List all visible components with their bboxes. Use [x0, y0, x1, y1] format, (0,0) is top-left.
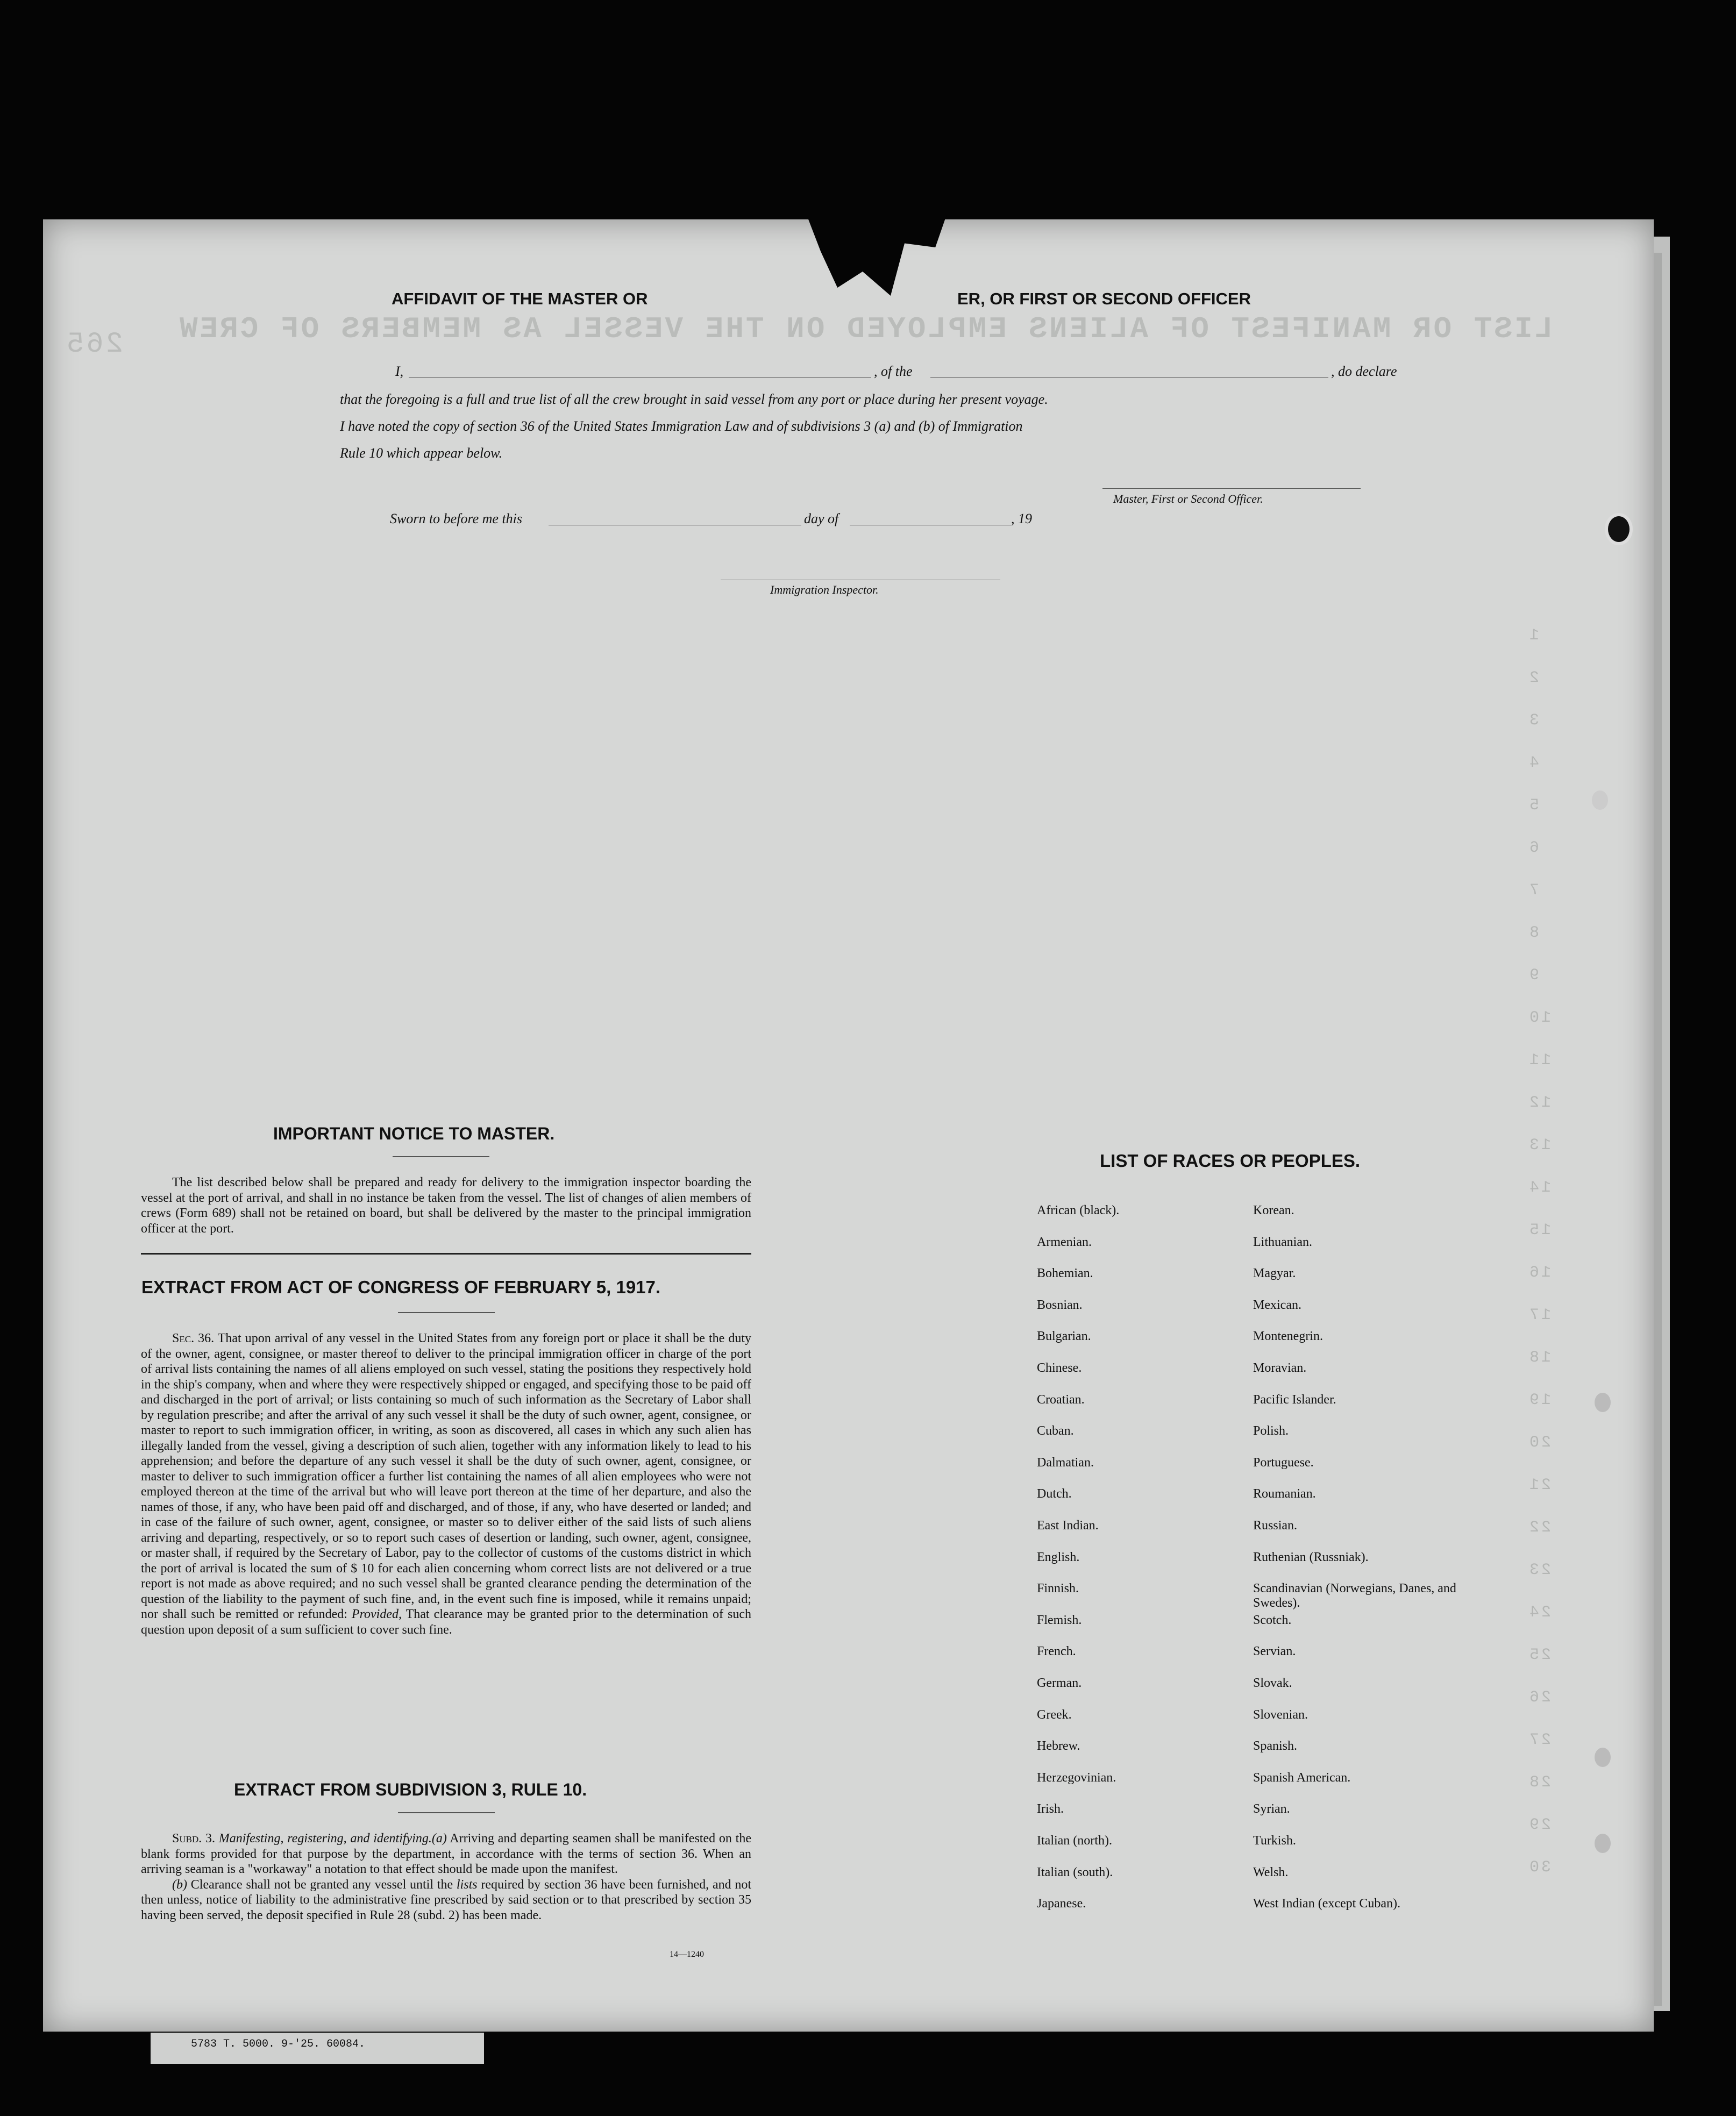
punch-hole: [1595, 1393, 1611, 1412]
bleed-through-row-number: 4: [1527, 754, 1540, 772]
race-item: Italian (north).: [1037, 1834, 1112, 1848]
race-item: Scotch.: [1253, 1613, 1292, 1627]
subd-3-title: Manifesting, registering, and identifying.: [218, 1832, 432, 1846]
punch-hole: [1595, 1834, 1611, 1853]
affidavit-i-label: I,: [395, 364, 404, 379]
affidavit-line-3: I have noted the copy of section 36 of the United States Immigration Law and of subdivisions 3 (a) and (b) of Immigration: [340, 418, 1023, 434]
race-item: Hebrew.: [1037, 1739, 1080, 1754]
form-number: 14—1240: [670, 1950, 704, 1959]
sworn-label: Sworn to before me this: [390, 511, 523, 526]
races-heading: LIST OF RACES OR PEOPLES.: [1100, 1151, 1361, 1171]
race-item: Lithuanian.: [1253, 1235, 1312, 1249]
race-item: Magyar.: [1253, 1266, 1296, 1281]
punch-hole: [1595, 1748, 1611, 1767]
race-item: Dalmatian.: [1037, 1455, 1094, 1470]
race-item: Cuban.: [1037, 1424, 1074, 1438]
notice-heading-rule: [393, 1156, 489, 1157]
extract-rule-rule: [398, 1812, 495, 1813]
race-item: Servian.: [1253, 1644, 1296, 1659]
inspector-label: Immigration Inspector.: [770, 583, 879, 596]
sec-36-provided: Provided,: [351, 1607, 402, 1621]
day-of-label: day of: [804, 511, 839, 526]
bleed-through-row-number: 20: [1527, 1434, 1552, 1452]
race-item: Ruthenian (Russniak).: [1253, 1550, 1369, 1564]
sec-36-text: [141, 1331, 751, 1637]
race-item: Spanish.: [1253, 1739, 1298, 1754]
bleed-through-row-number: 1: [1527, 626, 1540, 645]
bleed-through-row-number: 12: [1527, 1094, 1552, 1112]
subd-3-label: Subd. 3.: [172, 1832, 216, 1846]
bleed-through-row-number: 29: [1527, 1816, 1552, 1834]
bleed-through-row-number: 8: [1527, 924, 1540, 942]
subd-3-b-text-2: required by section 36 have been furnished, and not then unless, notice of liability to the administrative fine prescribed by said section or to that prescribed by section 35 having been served, the deposit specified in Rule 28 (subd. 2) has been made.: [141, 1877, 752, 1922]
subd-3-b-label: (b): [172, 1877, 187, 1892]
race-item: Dutch.: [1037, 1487, 1072, 1501]
sec-36-end: That clearance may be granted prior to the determination of such question upon deposit of a sum sufficient to cover such fine.: [141, 1607, 752, 1637]
sec-36-label: Sec. 36.: [172, 1331, 215, 1345]
race-item: Moravian.: [1253, 1361, 1307, 1375]
punch-hole: [1592, 790, 1608, 810]
bleed-through-row-number: 25: [1527, 1646, 1552, 1664]
race-item: Herzegovinian.: [1037, 1770, 1116, 1785]
bleed-through-row-number: 3: [1527, 711, 1540, 730]
race-item: Welsh.: [1253, 1865, 1289, 1879]
bleed-through-row-number: 21: [1527, 1476, 1552, 1494]
punch-hole: [1608, 516, 1630, 542]
subd-3-b-lists: lists: [456, 1877, 478, 1892]
affidavit-declare-label: , do declare: [1331, 364, 1397, 379]
race-item: Bohemian.: [1037, 1266, 1093, 1281]
race-item: Russian.: [1253, 1519, 1298, 1533]
bleed-through-row-number: 24: [1527, 1604, 1552, 1622]
bleed-through-row-number: 16: [1527, 1264, 1552, 1282]
race-item: Polish.: [1253, 1424, 1289, 1438]
race-item: Spanish American.: [1253, 1770, 1351, 1785]
race-item: Syrian.: [1253, 1802, 1290, 1816]
affidavit-heading: AFFIDAVIT OF THE MASTER OR: [392, 289, 648, 308]
race-item: Turkish.: [1253, 1834, 1296, 1848]
bleed-through-title: LIST OR MANIFEST OF ALIENS EMPLOYED ON THE VESSEL AS MEMBERS OF CREW: [177, 312, 1553, 346]
bleed-through-row-number: 19: [1527, 1391, 1552, 1409]
bleed-through-row-number: 30: [1527, 1858, 1552, 1877]
bleed-through-row-number: 27: [1527, 1731, 1552, 1749]
notice-text: The list described below shall be prepared and ready for delivery to the immigration inspector boarding the vessel at the port of arrival, and shall in no instance be taken from the vessel. The list of changes of alien members of crews (Form 689) shall not be retained on board, but shall be delivered by the master to the principal immigration officer at the port.: [141, 1175, 751, 1236]
race-item: German.: [1037, 1676, 1082, 1690]
race-item: Slovenian.: [1253, 1707, 1308, 1722]
extract-rule-heading: EXTRACT FROM SUBDIVISION 3, RULE 10.: [234, 1780, 587, 1799]
race-item: East Indian.: [1037, 1519, 1099, 1533]
year-label: , 19: [1011, 511, 1032, 526]
bleed-through-row-number: 15: [1527, 1221, 1552, 1239]
race-item: Montenegrin.: [1253, 1329, 1323, 1344]
race-item: Mexican.: [1253, 1298, 1301, 1312]
bleed-through-row-number: 14: [1527, 1179, 1552, 1197]
race-item: Greek.: [1037, 1707, 1072, 1722]
race-item: Italian (south).: [1037, 1865, 1113, 1879]
bleed-through-row-number: 7: [1527, 881, 1540, 900]
race-item: Chinese.: [1037, 1361, 1082, 1375]
affidavit-line-2: that the foregoing is a full and true list of all the crew brought in said vessel from any port or place during her present voyage.: [340, 391, 1048, 407]
print-code: 5783 T. 5000. 9-'25. 60084.: [191, 2038, 366, 2050]
bleed-through-row-number: 18: [1527, 1349, 1552, 1367]
race-item: English.: [1037, 1550, 1080, 1564]
race-item: Korean.: [1253, 1203, 1294, 1217]
race-item: French.: [1037, 1644, 1076, 1659]
master-signature-line: [1102, 488, 1361, 489]
bleed-through-row-number: 9: [1527, 966, 1540, 985]
race-item: Scandinavian (Norwegians, Danes, and Swedes).: [1253, 1581, 1456, 1611]
bleed-through-row-number: 17: [1527, 1306, 1552, 1324]
bleed-through-row-number: 10: [1527, 1009, 1552, 1027]
race-item: West Indian (except Cuban).: [1253, 1897, 1400, 1911]
race-item: Slovak.: [1253, 1676, 1292, 1690]
affidavit-of-the-label: , of the: [874, 364, 913, 379]
affidavit-vessel-blank: [930, 377, 1328, 378]
notice-heading: IMPORTANT NOTICE TO MASTER.: [273, 1124, 555, 1143]
affidavit-heading-tail: ER, OR FIRST OR SECOND OFFICER: [957, 289, 1251, 308]
race-item: Finnish.: [1037, 1581, 1079, 1596]
rule-10-text: [141, 1831, 751, 1923]
race-item: Roumanian.: [1253, 1487, 1316, 1501]
subd-3-b-text-1: Clearance shall not be granted any vessel until the: [190, 1877, 453, 1892]
bleed-through-row-number: 2: [1527, 669, 1540, 687]
race-item: Portuguese.: [1253, 1455, 1314, 1470]
extract-act-rule: [398, 1312, 495, 1313]
extract-act-heading: EXTRACT FROM ACT OF CONGRESS OF FEBRUARY 5, 1917.: [141, 1277, 661, 1297]
race-item: Irish.: [1037, 1802, 1064, 1816]
bleed-through-row-number: 11: [1527, 1051, 1552, 1070]
affidavit-name-blank: [409, 377, 871, 378]
race-item: Japanese.: [1037, 1897, 1086, 1911]
race-item: Flemish.: [1037, 1613, 1082, 1627]
race-item: Bosnian.: [1037, 1298, 1083, 1312]
bleed-through-row-number: 28: [1527, 1773, 1552, 1792]
race-item: African (black).: [1037, 1203, 1120, 1217]
race-item: Armenian.: [1037, 1235, 1092, 1249]
sec-36-body: That upon arrival of any vessel in the United States from any foreign port or place it shall be the duty of the owner, agent, consignee, or master thereof to deliver to the principal immigration officer in charge of the port of arrival lists containing the names of all aliens employed on such vessel, stating the positions they respectively hold in the ship's company, when and where they were respectively shipped or engaged, and specifying those to be paid off and discharged in the port of arrival; or lists containing so much of such information as the Secretary of Labor shall by regulation prescribe; and after the arrival of any such vessel it shall be the duty of such owner, agent, consignee, or master to report to such immigration officer, in writing, as soon as discovered, all cases in which any such alien has illegally landed from the vessel, giving a description of such alien, together with any information likely to lead to his apprehension; and before the departure of any such vessel it shall be the duty of such owner, agent, consignee, or master to deliver to such immigration officer a further list containing the names of all alien employees who were not employed thereon at the time of the arrival but who will leave port thereon at the time of her departure, and also the names of those, if any, who have been paid off and discharged, and of those, if any, who have deserted or landed; and in case of the failure of such owner, agent, consignee, or master so to deliver either of the said lists of such aliens arriving and departing, respectively, or so to report such cases of desertion or landing, such owner, agent, consignee, or master shall, if required by the Secretary of Labor, pay to the collector of customs of the customs district in which the port of arrival is located the sum of $ 10 for each alien concerning whom correct lists are not delivered or a true report is not made as above required; and no such vessel shall be granted clearance pending the determination of the question of the liability to the payment of such fine, and, in the event such fine is imposed, while it remains unpaid; nor shall such be remitted or refunded:: [141, 1331, 752, 1621]
affidavit-line-4: Rule 10 which appear below.: [340, 445, 503, 461]
bleed-through-row-number: 5: [1527, 796, 1540, 815]
race-item: Croatian.: [1037, 1392, 1085, 1407]
bleed-through-row-number: 22: [1527, 1519, 1552, 1537]
race-item: Pacific Islander.: [1253, 1392, 1336, 1407]
subd-3-a-text: Arriving and departing seamen shall be manifested on the blank forms provided for that purpose by the department, in accordance with the terms of section 36. When an arriving seaman is a "workaway" a notation to that effect should be made upon the manifest.: [141, 1832, 751, 1876]
notice-divider: [141, 1253, 751, 1255]
subd-3-a-label: (a): [431, 1832, 447, 1846]
race-item: Bulgarian.: [1037, 1329, 1091, 1344]
bleed-through-row-number: 26: [1527, 1688, 1552, 1707]
bleed-through-row-number: 6: [1527, 839, 1540, 857]
bleed-through-row-number: 23: [1527, 1561, 1552, 1579]
bleed-through-page-number: 265: [65, 328, 124, 361]
master-signature-label: Master, First or Second Officer.: [1113, 492, 1263, 505]
bleed-through-row-number: 13: [1527, 1136, 1552, 1155]
